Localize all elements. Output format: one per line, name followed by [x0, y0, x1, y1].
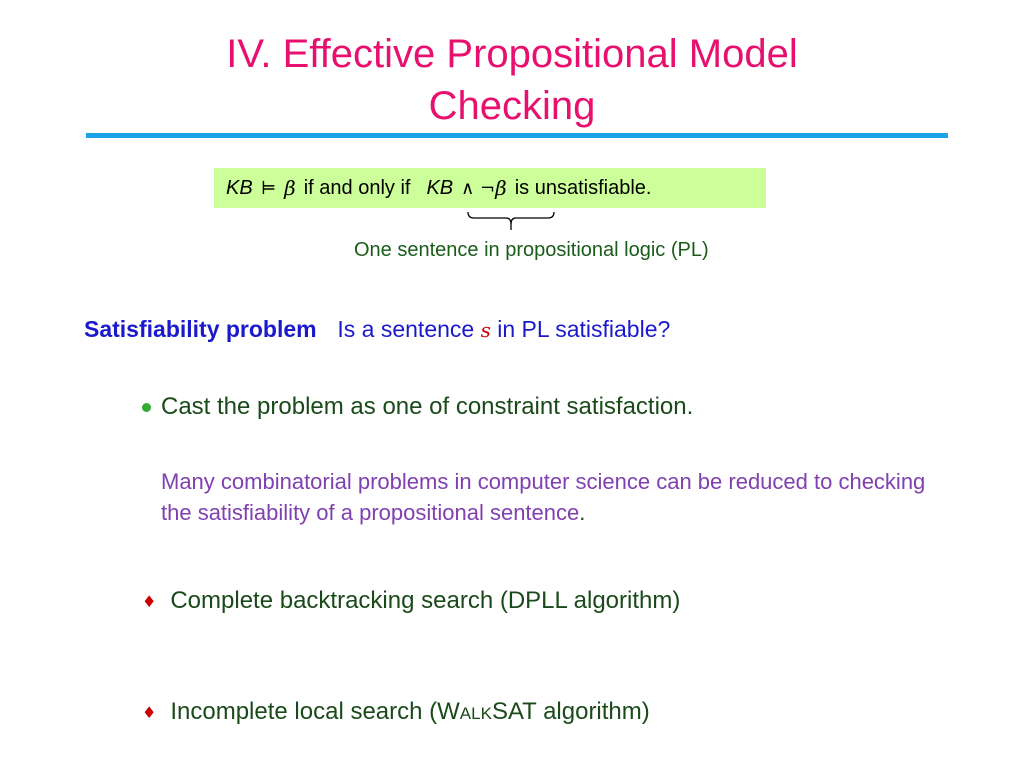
dot-bullet-icon: [142, 403, 151, 412]
entailment-formula-box: [214, 168, 766, 208]
formula-tail: is unsatisfiable.: [514, 176, 652, 199]
title-line-1: IV. Effective Propositional Model: [226, 32, 798, 76]
satisfiability-question-a: Is a sentence: [337, 316, 475, 342]
brace-caption: One sentence in propositional logic (PL): [354, 239, 709, 261]
bullet-constraint-text: Cast the problem as one of constraint satisfaction.: [161, 393, 694, 420]
formula-and-not: ∧ ¬: [461, 177, 496, 199]
formula-beta-2: β: [495, 176, 507, 200]
bullet-dpll: [142, 587, 680, 615]
formula-entails-symbol: ⊨: [260, 177, 277, 199]
diamond-bullet-icon: ♦: [142, 591, 157, 611]
walksat-text-smallcaps: ALK: [459, 704, 492, 723]
slide-title: [0, 28, 1024, 132]
diamond-bullet-icon: ♦: [142, 702, 157, 722]
formula-kb: KB: [226, 176, 253, 199]
formula-iff: if and only if: [303, 176, 411, 199]
formula-beta: β: [284, 176, 296, 200]
walksat-text-a: Incomplete local search (W: [170, 698, 460, 725]
underbrace-icon: [466, 210, 556, 232]
bullet-walksat-text: [170, 698, 649, 726]
formula-kb-2: KB: [426, 176, 454, 199]
walksat-text-b: SAT algorithm): [491, 698, 650, 725]
title-underline: [86, 133, 948, 138]
bullet-dpll-text: Complete backtracking search (DPLL algorithm): [170, 587, 681, 614]
note-period: .: [579, 500, 586, 525]
satisfiability-label: Satisfiability problem: [84, 316, 317, 342]
combinatorial-note: [161, 466, 941, 528]
bullet-walksat: [142, 698, 650, 726]
satisfiability-problem: [84, 316, 670, 343]
title-line-2: Checking: [428, 84, 596, 128]
bullet-constraint: [140, 393, 693, 421]
satisfiability-question-b: in PL satisfiable?: [497, 316, 671, 342]
note-text: Many combinatorial problems in computer science can be reduced to checking the satisfiability of a propositional sentence: [161, 469, 926, 525]
satisfiability-var: s: [480, 318, 491, 342]
